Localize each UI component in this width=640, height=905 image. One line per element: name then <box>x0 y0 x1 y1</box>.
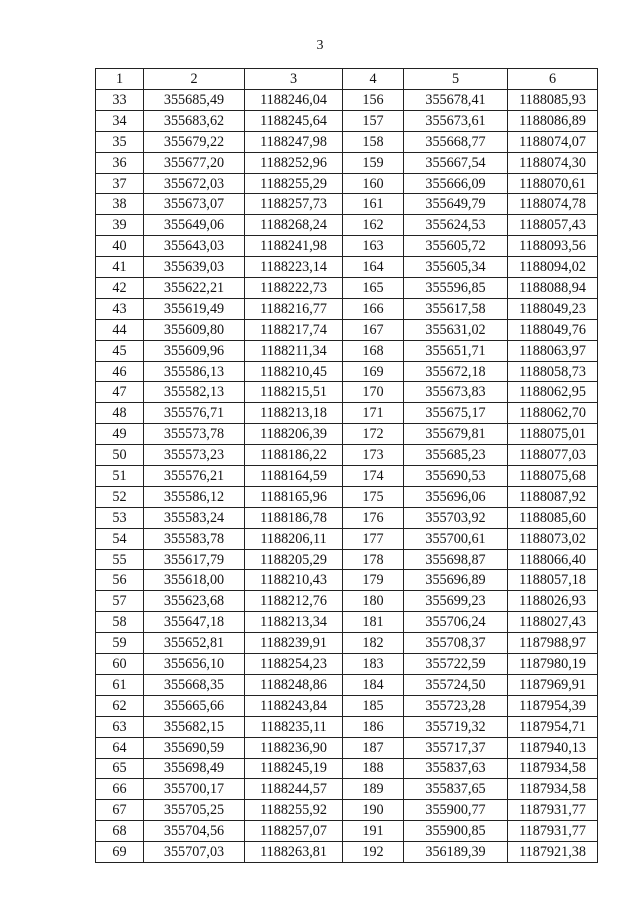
table-cell: 1188074,07 <box>508 131 598 152</box>
table-cell: 355719,32 <box>404 716 508 737</box>
table-cell: 1188236,90 <box>245 737 343 758</box>
table-cell: 355696,06 <box>404 486 508 507</box>
table-row <box>96 215 598 236</box>
table-cell: 1188223,14 <box>245 257 343 278</box>
table-row <box>96 737 598 758</box>
table-cell: 52 <box>96 486 144 507</box>
table-row <box>96 674 598 695</box>
table-cell: 42 <box>96 278 144 299</box>
table-cell: 355667,54 <box>404 152 508 173</box>
table-cell: 44 <box>96 319 144 340</box>
table-row <box>96 842 598 863</box>
table-cell: 355582,13 <box>144 382 245 403</box>
table-row <box>96 403 598 424</box>
table-cell: 165 <box>343 278 404 299</box>
table-cell: 1188070,61 <box>508 173 598 194</box>
column-header: 2 <box>144 69 245 90</box>
table-cell: 355717,37 <box>404 737 508 758</box>
table-cell: 157 <box>343 110 404 131</box>
table-row <box>96 507 598 528</box>
table-cell: 1188213,34 <box>245 612 343 633</box>
table-cell: 177 <box>343 528 404 549</box>
table-cell: 40 <box>96 236 144 257</box>
table-row <box>96 382 598 403</box>
table-cell: 182 <box>343 633 404 654</box>
table-row <box>96 612 598 633</box>
table-cell: 1188186,78 <box>245 507 343 528</box>
table-cell: 1188063,97 <box>508 340 598 361</box>
table-cell: 189 <box>343 779 404 800</box>
table-cell: 1188057,43 <box>508 215 598 236</box>
table-cell: 1188245,19 <box>245 758 343 779</box>
table-row <box>96 131 598 152</box>
table-cell: 1187988,97 <box>508 633 598 654</box>
table-cell: 1188254,23 <box>245 654 343 675</box>
table-cell: 355649,79 <box>404 194 508 215</box>
table-cell: 355837,65 <box>404 779 508 800</box>
table-cell: 355639,03 <box>144 257 245 278</box>
table-cell: 355652,81 <box>144 633 245 654</box>
table-cell: 1188243,84 <box>245 695 343 716</box>
table-cell: 166 <box>343 298 404 319</box>
table-cell: 355706,24 <box>404 612 508 633</box>
table-row <box>96 445 598 466</box>
column-header: 3 <box>245 69 343 90</box>
table-cell: 355677,20 <box>144 152 245 173</box>
table-row <box>96 361 598 382</box>
table-cell: 355682,15 <box>144 716 245 737</box>
table-row <box>96 779 598 800</box>
table-cell: 181 <box>343 612 404 633</box>
table-cell: 191 <box>343 821 404 842</box>
table-cell: 1188252,96 <box>245 152 343 173</box>
table-cell: 355673,61 <box>404 110 508 131</box>
table-cell: 1188049,23 <box>508 298 598 319</box>
table-cell: 1188217,74 <box>245 319 343 340</box>
table-cell: 1188074,30 <box>508 152 598 173</box>
table-cell: 1188247,98 <box>245 131 343 152</box>
table-cell: 1188245,64 <box>245 110 343 131</box>
table-row <box>96 821 598 842</box>
table-cell: 355683,62 <box>144 110 245 131</box>
table-cell: 355708,37 <box>404 633 508 654</box>
column-header: 6 <box>508 69 598 90</box>
table-cell: 172 <box>343 424 404 445</box>
table-cell: 355618,00 <box>144 570 245 591</box>
table-cell: 1188049,76 <box>508 319 598 340</box>
table-cell: 355656,10 <box>144 654 245 675</box>
table-cell: 37 <box>96 173 144 194</box>
table-cell: 171 <box>343 403 404 424</box>
table-cell: 1187969,91 <box>508 674 598 695</box>
table-cell: 355609,80 <box>144 319 245 340</box>
table-row <box>96 466 598 487</box>
table-cell: 39 <box>96 215 144 236</box>
table-cell: 1188263,81 <box>245 842 343 863</box>
table-cell: 355703,92 <box>404 507 508 528</box>
table-cell: 355900,77 <box>404 800 508 821</box>
table-cell: 1188257,07 <box>245 821 343 842</box>
column-header: 5 <box>404 69 508 90</box>
table-cell: 355573,78 <box>144 424 245 445</box>
table-cell: 1188165,96 <box>245 486 343 507</box>
table-cell: 187 <box>343 737 404 758</box>
table-cell: 355596,85 <box>404 278 508 299</box>
table-cell: 355573,23 <box>144 445 245 466</box>
table-cell: 355666,09 <box>404 173 508 194</box>
table-cell: 61 <box>96 674 144 695</box>
table-cell: 60 <box>96 654 144 675</box>
table-cell: 1188241,98 <box>245 236 343 257</box>
table-cell: 355631,02 <box>404 319 508 340</box>
table-cell: 1188255,92 <box>245 800 343 821</box>
table-cell: 355678,41 <box>404 90 508 111</box>
table-cell: 355619,49 <box>144 298 245 319</box>
table-cell: 355705,25 <box>144 800 245 821</box>
table-cell: 355673,07 <box>144 194 245 215</box>
table-cell: 1188212,76 <box>245 591 343 612</box>
table-cell: 50 <box>96 445 144 466</box>
table-cell: 36 <box>96 152 144 173</box>
table-cell: 355605,72 <box>404 236 508 257</box>
table-cell: 1187931,77 <box>508 800 598 821</box>
table-cell: 175 <box>343 486 404 507</box>
table-row <box>96 298 598 319</box>
table-cell: 355673,83 <box>404 382 508 403</box>
table-cell: 160 <box>343 173 404 194</box>
table-cell: 355679,81 <box>404 424 508 445</box>
table-cell: 1188093,56 <box>508 236 598 257</box>
table-cell: 355698,49 <box>144 758 245 779</box>
table-cell: 63 <box>96 716 144 737</box>
table-cell: 1187954,71 <box>508 716 598 737</box>
table-row <box>96 549 598 570</box>
table-cell: 47 <box>96 382 144 403</box>
table-row <box>96 716 598 737</box>
table-cell: 355586,13 <box>144 361 245 382</box>
table-cell: 1188216,77 <box>245 298 343 319</box>
table-cell: 355690,59 <box>144 737 245 758</box>
table-cell: 183 <box>343 654 404 675</box>
table-cell: 1188057,18 <box>508 570 598 591</box>
table-cell: 355723,28 <box>404 695 508 716</box>
table-cell: 1188088,94 <box>508 278 598 299</box>
table-cell: 173 <box>343 445 404 466</box>
table-cell: 1188087,92 <box>508 486 598 507</box>
table-cell: 355700,17 <box>144 779 245 800</box>
table-cell: 355900,85 <box>404 821 508 842</box>
table-row <box>96 486 598 507</box>
table-row <box>96 236 598 257</box>
table-cell: 1188027,43 <box>508 612 598 633</box>
table-row <box>96 591 598 612</box>
table-row <box>96 758 598 779</box>
table-cell: 1188077,03 <box>508 445 598 466</box>
table-cell: 161 <box>343 194 404 215</box>
table-cell: 355685,23 <box>404 445 508 466</box>
table-cell: 1187954,39 <box>508 695 598 716</box>
table-cell: 34 <box>96 110 144 131</box>
table-cell: 55 <box>96 549 144 570</box>
table-row <box>96 173 598 194</box>
table-cell: 162 <box>343 215 404 236</box>
page-number: 3 <box>316 38 324 53</box>
table-cell: 62 <box>96 695 144 716</box>
table-cell: 355649,06 <box>144 215 245 236</box>
table-cell: 1188215,51 <box>245 382 343 403</box>
table-cell: 1188066,40 <box>508 549 598 570</box>
table-body <box>96 69 598 863</box>
table-cell: 180 <box>343 591 404 612</box>
table-cell: 46 <box>96 361 144 382</box>
table-row <box>96 570 598 591</box>
table-cell: 1187980,19 <box>508 654 598 675</box>
table-cell: 1187931,77 <box>508 821 598 842</box>
table-cell: 355698,87 <box>404 549 508 570</box>
table-cell: 54 <box>96 528 144 549</box>
table-cell: 1188205,29 <box>245 549 343 570</box>
table-cell: 169 <box>343 361 404 382</box>
table-cell: 355700,61 <box>404 528 508 549</box>
table-cell: 355696,89 <box>404 570 508 591</box>
table-cell: 355724,50 <box>404 674 508 695</box>
table-cell: 1188186,22 <box>245 445 343 466</box>
table-row <box>96 800 598 821</box>
table-cell: 163 <box>343 236 404 257</box>
table-cell: 1188086,89 <box>508 110 598 131</box>
table-cell: 355665,66 <box>144 695 245 716</box>
table-cell: 355722,59 <box>404 654 508 675</box>
table-cell: 1188248,86 <box>245 674 343 695</box>
table-row <box>96 110 598 131</box>
table-cell: 1188074,78 <box>508 194 598 215</box>
table-cell: 178 <box>343 549 404 570</box>
table-row <box>96 654 598 675</box>
table-cell: 1188255,29 <box>245 173 343 194</box>
table-cell: 51 <box>96 466 144 487</box>
coordinates-table <box>95 68 598 863</box>
table-cell: 355651,71 <box>404 340 508 361</box>
table-cell: 355643,03 <box>144 236 245 257</box>
table-row <box>96 194 598 215</box>
table-cell: 355586,12 <box>144 486 245 507</box>
table-cell: 158 <box>343 131 404 152</box>
table-cell: 1188210,43 <box>245 570 343 591</box>
table-cell: 1188062,70 <box>508 403 598 424</box>
table-cell: 69 <box>96 842 144 863</box>
table-cell: 1188026,93 <box>508 591 598 612</box>
table-cell: 1187934,58 <box>508 758 598 779</box>
table-cell: 355623,68 <box>144 591 245 612</box>
table-cell: 65 <box>96 758 144 779</box>
table-cell: 57 <box>96 591 144 612</box>
table-cell: 43 <box>96 298 144 319</box>
table-cell: 356189,39 <box>404 842 508 863</box>
table-cell: 168 <box>343 340 404 361</box>
table-row <box>96 528 598 549</box>
table-cell: 1188164,59 <box>245 466 343 487</box>
table-cell: 188 <box>343 758 404 779</box>
table-cell: 59 <box>96 633 144 654</box>
table-cell: 190 <box>343 800 404 821</box>
table-cell: 179 <box>343 570 404 591</box>
table-cell: 355679,22 <box>144 131 245 152</box>
table-cell: 185 <box>343 695 404 716</box>
table-cell: 355672,18 <box>404 361 508 382</box>
table-cell: 355699,23 <box>404 591 508 612</box>
table-cell: 355690,53 <box>404 466 508 487</box>
table-cell: 164 <box>343 257 404 278</box>
table-row <box>96 319 598 340</box>
table-cell: 1188094,02 <box>508 257 598 278</box>
table-header-row <box>96 69 598 90</box>
table-cell: 355707,03 <box>144 842 245 863</box>
table-cell: 1188075,01 <box>508 424 598 445</box>
table-cell: 1188058,73 <box>508 361 598 382</box>
table-cell: 1188222,73 <box>245 278 343 299</box>
table-cell: 35 <box>96 131 144 152</box>
table-cell: 355704,56 <box>144 821 245 842</box>
table-cell: 1188244,57 <box>245 779 343 800</box>
table-cell: 186 <box>343 716 404 737</box>
table-cell: 41 <box>96 257 144 278</box>
table-cell: 56 <box>96 570 144 591</box>
table-cell: 1187934,58 <box>508 779 598 800</box>
table-cell: 1188062,95 <box>508 382 598 403</box>
table-cell: 355583,78 <box>144 528 245 549</box>
column-header: 1 <box>96 69 144 90</box>
table-cell: 68 <box>96 821 144 842</box>
table-cell: 64 <box>96 737 144 758</box>
table-cell: 1188268,24 <box>245 215 343 236</box>
table-cell: 355672,03 <box>144 173 245 194</box>
table-cell: 355605,34 <box>404 257 508 278</box>
table-cell: 1188239,91 <box>245 633 343 654</box>
table-cell: 1188206,11 <box>245 528 343 549</box>
table-cell: 355576,71 <box>144 403 245 424</box>
table-cell: 355624,53 <box>404 215 508 236</box>
table-cell: 1188235,11 <box>245 716 343 737</box>
table-cell: 1188206,39 <box>245 424 343 445</box>
table-cell: 184 <box>343 674 404 695</box>
table-cell: 1188073,02 <box>508 528 598 549</box>
table-cell: 1188246,04 <box>245 90 343 111</box>
table-cell: 355668,77 <box>404 131 508 152</box>
table-cell: 1187940,13 <box>508 737 598 758</box>
table-cell: 48 <box>96 403 144 424</box>
table-cell: 1188085,93 <box>508 90 598 111</box>
table-cell: 355609,96 <box>144 340 245 361</box>
table-cell: 49 <box>96 424 144 445</box>
table-cell: 355675,17 <box>404 403 508 424</box>
table-cell: 355837,63 <box>404 758 508 779</box>
table-cell: 1188085,60 <box>508 507 598 528</box>
table-cell: 176 <box>343 507 404 528</box>
table-cell: 167 <box>343 319 404 340</box>
table-cell: 45 <box>96 340 144 361</box>
table-cell: 355622,21 <box>144 278 245 299</box>
table-cell: 1187921,38 <box>508 842 598 863</box>
table-cell: 355647,18 <box>144 612 245 633</box>
table-row <box>96 257 598 278</box>
table-cell: 1188213,18 <box>245 403 343 424</box>
table-cell: 355668,35 <box>144 674 245 695</box>
table-row <box>96 695 598 716</box>
table-row <box>96 90 598 111</box>
table-cell: 1188211,34 <box>245 340 343 361</box>
table-cell: 355583,24 <box>144 507 245 528</box>
table-row <box>96 340 598 361</box>
table-cell: 38 <box>96 194 144 215</box>
table-cell: 67 <box>96 800 144 821</box>
table-cell: 33 <box>96 90 144 111</box>
table-cell: 156 <box>343 90 404 111</box>
table-row <box>96 152 598 173</box>
table-cell: 192 <box>343 842 404 863</box>
table-row <box>96 424 598 445</box>
table-cell: 355685,49 <box>144 90 245 111</box>
table-cell: 58 <box>96 612 144 633</box>
table-cell: 355576,21 <box>144 466 245 487</box>
table-row <box>96 278 598 299</box>
table-cell: 1188210,45 <box>245 361 343 382</box>
table-row <box>96 633 598 654</box>
table-cell: 159 <box>343 152 404 173</box>
column-header: 4 <box>343 69 404 90</box>
table-cell: 170 <box>343 382 404 403</box>
table-cell: 1188257,73 <box>245 194 343 215</box>
table-cell: 53 <box>96 507 144 528</box>
table-cell: 355617,79 <box>144 549 245 570</box>
table-cell: 66 <box>96 779 144 800</box>
table-cell: 355617,58 <box>404 298 508 319</box>
table-cell: 1188075,68 <box>508 466 598 487</box>
table-cell: 174 <box>343 466 404 487</box>
